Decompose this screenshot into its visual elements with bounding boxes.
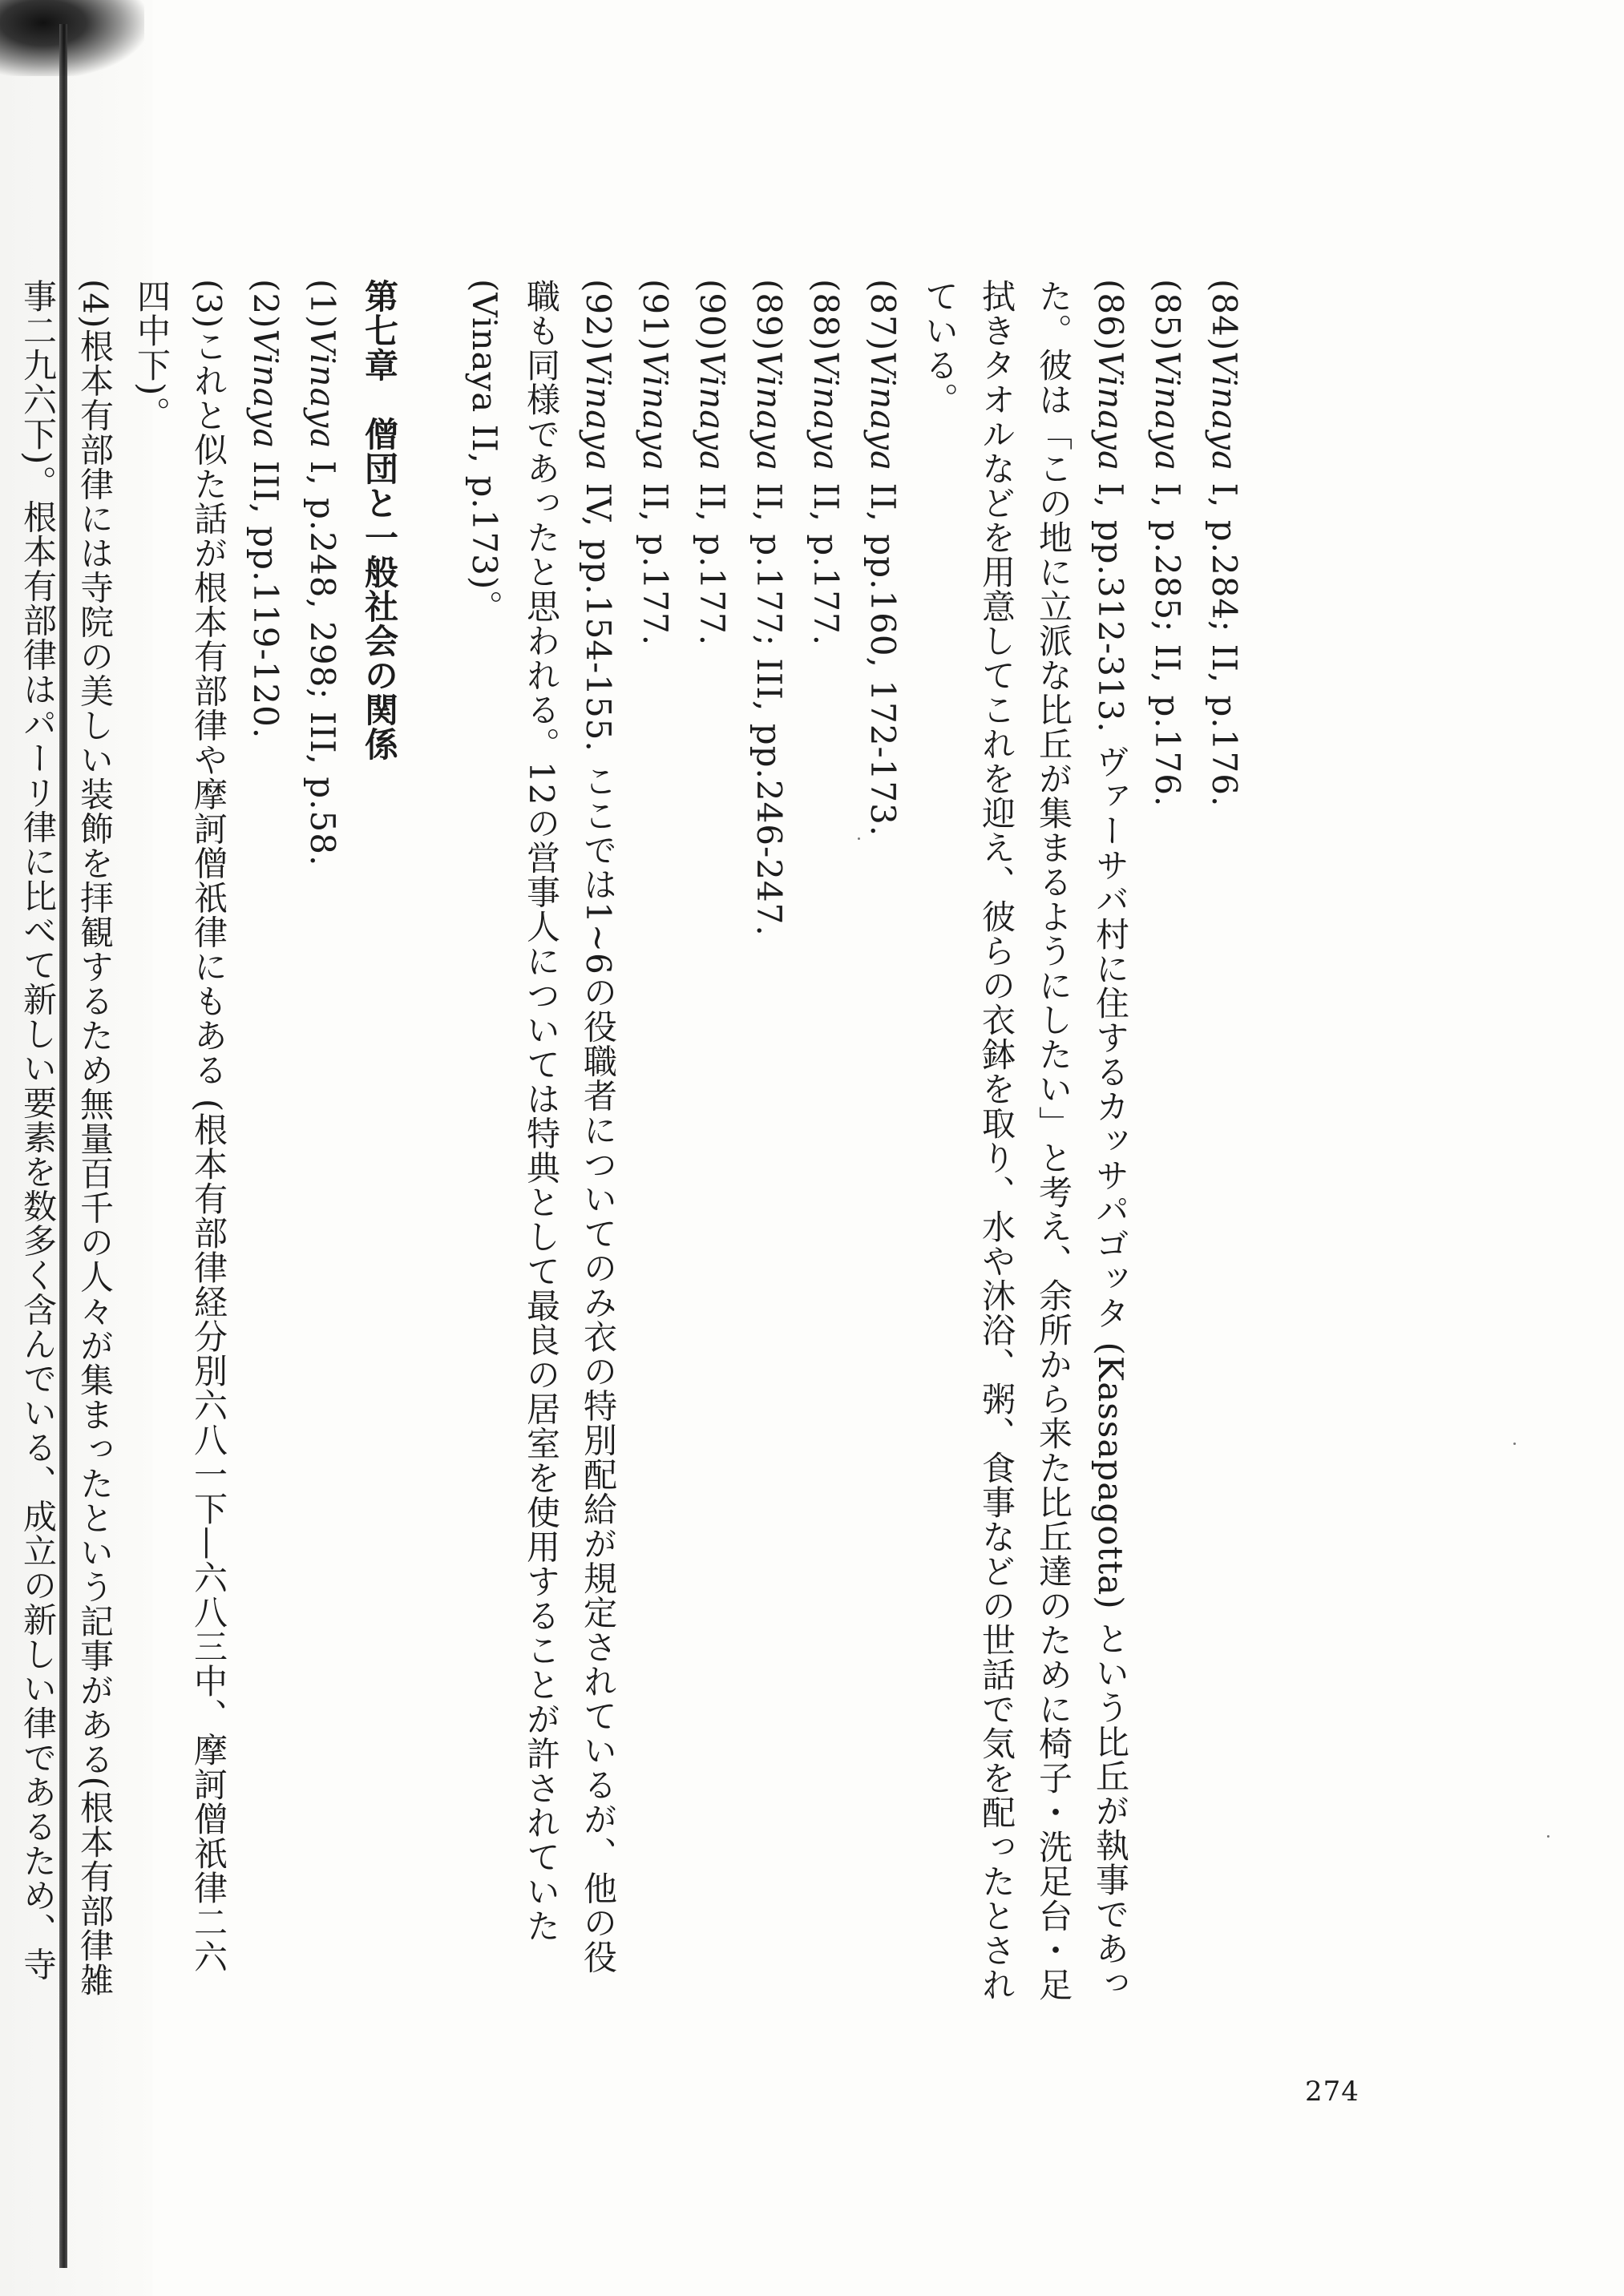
source-title: Vinaya (1205, 351, 1244, 472)
endnote-text: I, pp.312-313. ヴァーサバ村に住するカッサパゴッタ (Kassapagotta) という比丘が執事であった。彼は「この地に立派な比丘が集まるようにしたい」と考え、余所から来た比丘達のために椅子・洗足台・足拭きタオルなどを用意してこれを迎え、彼らの衣鉢を取り、水や沐浴、粥、食事などの世話で気を配ったとされている。 (920, 279, 1130, 2002)
endnotes-chapter7 (10, 279, 351, 2002)
endnote-number: (92) (579, 279, 618, 352)
endnote-number: (89) (749, 279, 789, 352)
endnote-text: I, p.285; II, p.176. (1148, 471, 1187, 808)
endnote-item (911, 279, 1139, 2002)
endnote-item (123, 279, 237, 2002)
source-title: Vinaya (749, 351, 789, 472)
chapter-heading: 第七章 僧団と一般社会の関係 (360, 279, 399, 761)
endnote-text: 根本有部律には寺院の美しい装飾を拝観するため無量百千の人々が集まったという記事がある(根本有部律雑事二九六下)。根本有部律はパーリ律に比べて新しい要素を数多く含んでいる、成立の新しい律であるため、寺 (18, 279, 115, 1997)
source-title: Vinaya (579, 351, 618, 472)
endnote-item (741, 279, 798, 2002)
source-title: Vinaya (863, 351, 903, 472)
endnote-text: IV, pp.154-155. ここでは1~6の役職者についてのみ衣の特別配給が規定されているが、他の役職も同様であったと思われる。12の営事人については特典として最良の居室を使用することが許されていた (Vinaya II, p.173)。 (465, 279, 618, 1975)
endnote-item (627, 279, 684, 2002)
endnote-number: (4) (75, 279, 115, 329)
vertical-text-body (10, 279, 1253, 2002)
endnote-text: これと似た話が根本有部律や摩訶僧祇律にもある (根本有部律経分別六八一下—六八三中、摩訶僧祇律二六四中下)。 (132, 279, 228, 1975)
endnote-item (10, 279, 123, 2002)
source-title: Vinaya (1148, 351, 1187, 472)
speck (1513, 1443, 1516, 1445)
endnote-number: (87) (863, 279, 903, 352)
source-title: Vinaya (246, 329, 285, 450)
endnote-item (456, 279, 627, 2002)
endnote-number: (90) (693, 279, 732, 352)
endnote-item (798, 279, 854, 2002)
endnote-text: II, p.177; III, pp.246-247. (749, 471, 789, 937)
endnote-item (237, 279, 294, 2002)
endnote-text: II, p.177. (806, 471, 846, 647)
endnote-number: (3) (189, 279, 228, 329)
endnote-number: (84) (1205, 279, 1244, 352)
endnote-item (1196, 279, 1253, 2002)
section-gap (408, 279, 456, 2002)
endnotes-chapter6 (456, 279, 1253, 2002)
source-title: Vinaya (636, 351, 675, 472)
endnote-number: (86) (1091, 279, 1130, 352)
endnote-text: II, p.177. (636, 471, 675, 647)
page-number: 274 (1305, 2076, 1359, 2108)
endnote-item (1139, 279, 1196, 2002)
endnote-number: (1) (303, 279, 342, 329)
endnote-item (854, 279, 911, 2002)
source-title: Vinaya (1091, 351, 1130, 472)
endnote-text: I, p.284; II, p.176. (1205, 471, 1244, 808)
endnote-text: II, p.177. (693, 471, 732, 647)
endnote-number: (91) (636, 279, 675, 352)
endnote-number: (85) (1148, 279, 1187, 352)
endnote-text: II, pp.160, 172-173. (863, 471, 903, 837)
source-title: Vinaya (806, 351, 846, 472)
endnote-text: III, pp.119-120. (246, 449, 285, 740)
endnote-number: (88) (806, 279, 846, 352)
scan-corner-shadow (0, 0, 144, 76)
endnote-number: (2) (246, 279, 285, 329)
endnote-text: I, p.248, 298; III, p.58. (303, 449, 342, 867)
source-title: Vinaya (303, 329, 342, 450)
endnote-item (294, 279, 351, 2002)
source-title: Vinaya (693, 351, 732, 472)
speck (1547, 1835, 1549, 1838)
endnote-item (684, 279, 741, 2002)
